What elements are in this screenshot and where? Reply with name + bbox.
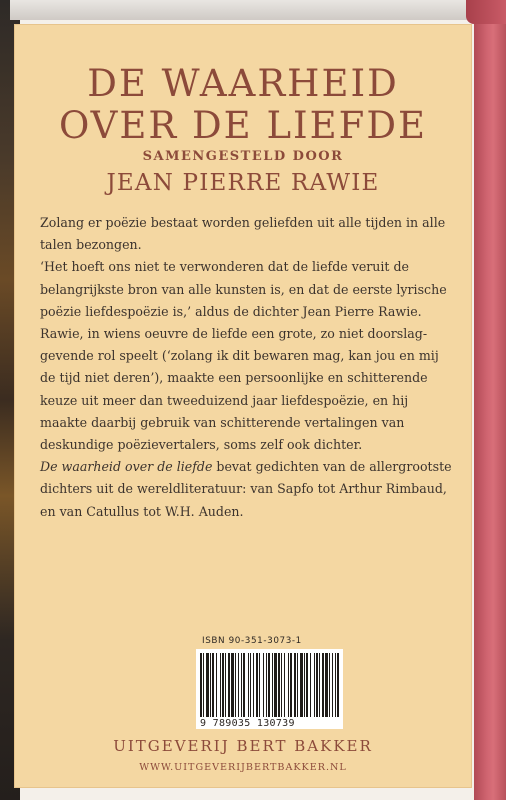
blurb-text [40, 212, 458, 523]
barcode-bar [210, 653, 211, 717]
barcode-bar [332, 653, 333, 717]
barcode-bar [329, 653, 330, 717]
blurb-line: Zolang er poëzie bestaat worden geliefden uit alle tijden in alle [40, 215, 446, 230]
barcode-bar [274, 653, 277, 717]
barcode-bar [238, 653, 239, 717]
blurb-line: de tijd niet deren’), maakte een persoonlijke en schitterende [40, 370, 428, 386]
barcode-bar [203, 653, 204, 717]
barcode-bar [319, 653, 320, 717]
barcode-bar [284, 653, 285, 717]
barcode-bar [325, 653, 328, 717]
blurb-line: dichters uit de wereldliteratuur: van Sapfo tot Arthur Rimbaud, [40, 481, 447, 497]
barcode-bar [316, 653, 318, 717]
back-cover [14, 24, 472, 788]
title-line-1: DE WAARHEID [87, 62, 399, 105]
barcode-bar [263, 653, 264, 717]
barcode-bar [216, 653, 217, 717]
barcode-bar [281, 653, 282, 717]
barcode-bar [290, 653, 292, 717]
barcode-bar [294, 653, 296, 717]
barcode-bar [222, 653, 224, 717]
barcode-bar [297, 653, 298, 717]
barcode-bar [310, 653, 311, 717]
author-name: JEAN PIERRE RAWIE [106, 170, 380, 196]
publisher-name: UITGEVERIJ BERT BAKKER [113, 737, 373, 755]
blurb-line: ‘Het hoeft ons niet te verwonderen dat de liefde veruit de [40, 259, 410, 275]
title-line-2: OVER DE LIEFDE [58, 104, 427, 147]
barcode-bar [200, 653, 202, 717]
barcode-bar [241, 653, 242, 717]
blurb-line: keuze uit meer dan tweeduizend jaar liefdespoëzie, en hij [40, 392, 409, 408]
compiled-by-label: SAMENGESTELD DOOR [142, 149, 344, 164]
barcode-bar [212, 653, 214, 717]
book-top-edge [10, 0, 480, 20]
barcode-bar [253, 653, 254, 717]
barcode-bar [243, 653, 245, 717]
barcode-bar [268, 653, 270, 717]
blurb-line: maakte daarbij gebruik van schitterende vertalingen van [40, 414, 405, 430]
barcode-bar [220, 653, 221, 717]
barcode-bar [288, 653, 289, 717]
barcode-bar [206, 653, 209, 717]
blurb-line: belangrijkste bron van alle kunsten is, en dat de eerste lyrische [40, 281, 447, 297]
publisher-website: WWW.UITGEVERIJBERTBAKKER.NL [139, 762, 347, 773]
blurb-line-with-title [40, 456, 458, 478]
blurb-line: talen bezongen. [40, 237, 142, 253]
blurb-line: deskundige poëzievertalers, soms zelf ook dichter. [40, 437, 363, 453]
barcode-bar [300, 653, 303, 717]
barcode-bar [235, 653, 236, 717]
barcode-bar [225, 653, 226, 717]
blurb-line: Rawie, in wiens oeuvre de liefde een grote, zo niet doorslag- [40, 326, 428, 342]
blurb-line-rest: bevat gedichten van de allergrootste [212, 459, 452, 475]
barcode-bar [314, 653, 315, 717]
spine-top-corner [466, 0, 506, 24]
blurb-line: en van Catullus tot W.H. Auden. [40, 503, 244, 519]
barcode [196, 649, 343, 729]
isbn-label: ISBN 90-351-3073-1 [202, 636, 302, 646]
barcode-bar [231, 653, 234, 717]
book-title-italic: De waarheid over de liefde [40, 459, 213, 475]
book-spine [474, 0, 506, 800]
barcode-bar [266, 653, 267, 717]
barcode-bar [228, 653, 230, 717]
barcode-bar [304, 653, 305, 717]
barcode-bar [259, 653, 260, 717]
blurb-line: gevende rol speelt (‘zolang ik dit bewaren mag, kan jou en mij [40, 348, 439, 364]
barcode-bar [250, 653, 251, 717]
barcode-bar [248, 653, 249, 717]
barcode-bar [306, 653, 308, 717]
barcode-bar [337, 653, 339, 717]
barcode-bar [335, 653, 336, 717]
barcode-bar [272, 653, 273, 717]
barcode-digits: 9 789035 130739 [200, 718, 295, 729]
barcode-bar [278, 653, 280, 717]
barcode-bar [322, 653, 324, 717]
barcode-bar [256, 653, 258, 717]
blurb-line: poëzie liefdespoëzie is,’ aldus de dichter Jean Pierre Rawie. [40, 303, 422, 319]
